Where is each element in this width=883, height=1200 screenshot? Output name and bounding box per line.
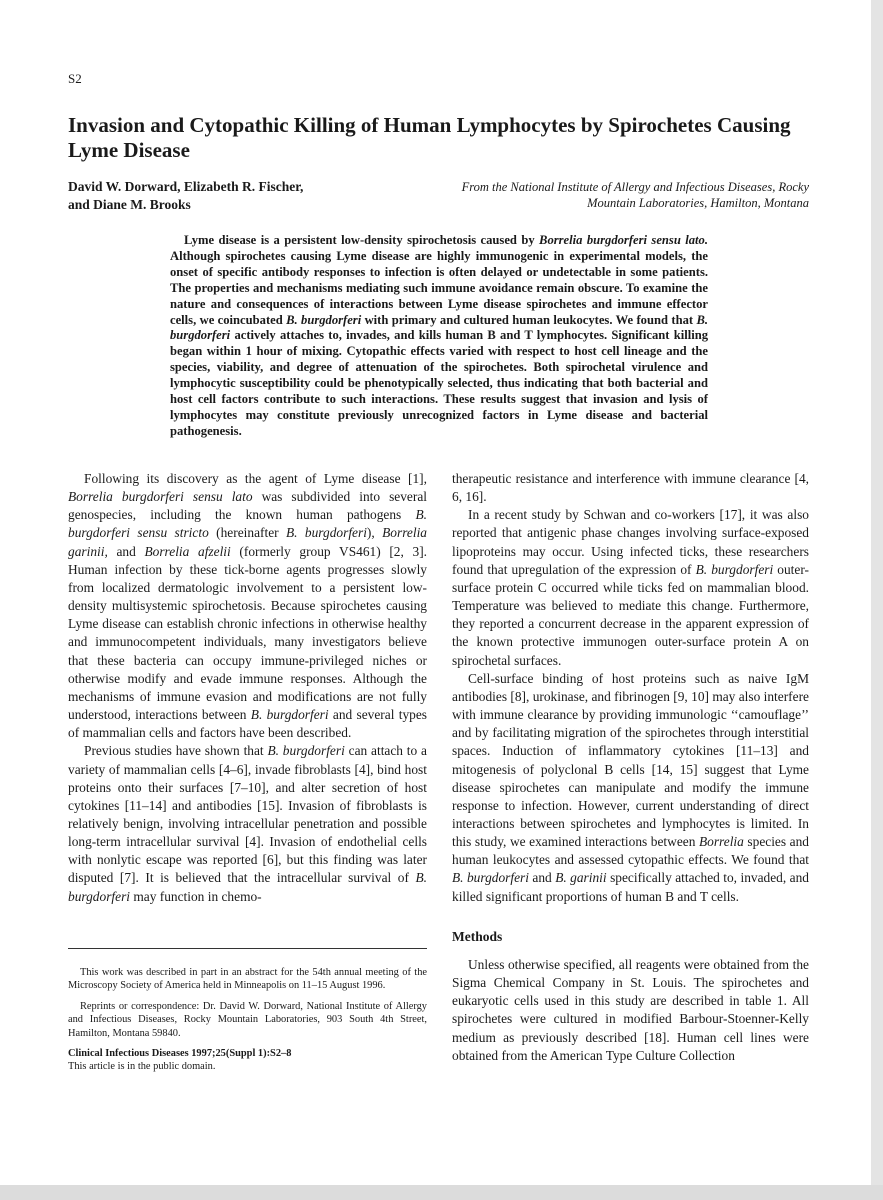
abstract-text: Lyme disease is a persistent low-density spirochetosis caused by bbox=[184, 233, 540, 247]
body-text: Previous studies have shown that bbox=[84, 743, 268, 759]
viewer-edge-right bbox=[871, 0, 883, 1200]
abstract-species: B. burgdorferi bbox=[286, 312, 362, 327]
body-text: may function in chemo- bbox=[130, 888, 262, 904]
species-name: Borrelia bbox=[698, 834, 744, 850]
journal-citation: Clinical Infectious Diseases 1997;25(Suppl 1):S2–8 bbox=[68, 1048, 292, 1060]
abstract-paragraph bbox=[170, 233, 708, 440]
footnote-divider bbox=[68, 948, 427, 949]
body-paragraph bbox=[452, 670, 809, 906]
species-name: B. burgdorferi bbox=[267, 743, 345, 759]
species-name: B. burgdorferi bbox=[68, 870, 427, 904]
affiliation bbox=[409, 179, 809, 211]
abstract bbox=[170, 233, 708, 440]
affiliation-line-1: From the National Institute of Allergy and Infectious Diseases, Rocky bbox=[461, 180, 809, 194]
footnote-correspondence: Reprints or correspondence: Dr. David W. Dorward, National Institute of Allergy and Infectious Diseases, Rocky Mountain Laboratories, 903 South 4th Street, Hamilton, Montana 59840. bbox=[68, 1000, 427, 1039]
body-text: and several types of mammalian cells and factors have been described. bbox=[68, 707, 427, 741]
body-paragraph bbox=[452, 506, 809, 669]
public-domain-note: This article is in the public domain. bbox=[68, 1061, 216, 1073]
right-column bbox=[452, 470, 809, 1065]
article-title: Invasion and Cytopathic Killing of Human Lymphocytes by Spirochetes Causing Lyme Disease bbox=[68, 113, 791, 162]
body-paragraph bbox=[68, 470, 427, 742]
body-paragraph: therapeutic resistance and interference with immune clearance [4, 6, 16]. bbox=[452, 471, 809, 505]
abstract-species: B. burgdorferi bbox=[170, 312, 708, 343]
body-text: outer-surface protein C occurred while ticks fed on mammalian blood. Temperature was believed to mediate this change. Furthermore, they reported a concurrent decrease in the apparent expression of the known protective immunogen outer-surface protein A on spirochetal surfaces. bbox=[452, 561, 809, 668]
body-text: and bbox=[107, 543, 145, 559]
species-name: B. burgdorferi bbox=[695, 561, 774, 577]
body-paragraph bbox=[68, 742, 427, 905]
abstract-text: with primary and cultured human leukocytes. We found that bbox=[361, 312, 697, 327]
viewer-edge-bottom bbox=[0, 1185, 883, 1200]
footnotes bbox=[68, 966, 427, 1074]
author-line-2: and Diane M. Brooks bbox=[68, 197, 191, 212]
body-text: (formerly group VS461) [2, 3]. Human infection by these tick-borne agents progresses slowly from localized dermatologic involvement to a persistent low-density multisystemic spirochetosis. Because spirochetes causing Lyme disease can establish chronic infections in otherwise healthy and immunocompetent individuals, many investigators believe that these bacteria can occupy immune-privileged niches or otherwise modify and evade immune responses. Although the mechanisms of immune evasion and modifications are not fully understood, interactions between bbox=[68, 543, 428, 723]
species-name: Borrelia afzelii bbox=[144, 543, 231, 559]
abstract-text: actively attaches to, invades, and kills human B and T lymphocytes. Significant killing began within 1 hour of mixing. Cytopathic effects varied with respect to host cell lineage and the species, viability, and degree of attenuation of the spirochetes. Both spirochetal virulence and lymphocytic susceptibility could be phenotypically selected, thus indicating that both bacterial and host cell factors contribute to such interactions. These results suggest that invasion and lysis of lymphocytes may constitute previously unrecognized factors in Lyme disease and bacterial pathogenesis. bbox=[170, 328, 708, 438]
methods-heading: Methods bbox=[452, 928, 503, 944]
body-text: and bbox=[528, 870, 556, 886]
species-name: B. burgdorferi bbox=[286, 525, 367, 541]
left-column bbox=[68, 470, 427, 906]
methods-paragraph: Unless otherwise specified, all reagents were obtained from the Sigma Chemical Company in St. Louis. The spirochetes and eukaryotic cells used in this study are described in table 1. All spirochetes were cultured in modified Barbour-Stoenner-Kelly medium as previously described [18]. Human cell lines were obtained from the American Type Culture Collection bbox=[452, 956, 809, 1063]
author-line-1: David W. Dorward, Elizabeth R. Fischer, bbox=[68, 179, 304, 194]
species-name: B. burgdorferi sensu stricto bbox=[68, 507, 427, 541]
species-name: B. burgdorferi bbox=[250, 707, 329, 723]
abstract-species: Borrelia burgdorferi sensu lato. bbox=[539, 233, 708, 247]
affiliation-line-2: Mountain Laboratories, Hamilton, Montana bbox=[587, 196, 809, 210]
species-name: Borrelia garinii, bbox=[68, 525, 428, 559]
footnote-presentation: This work was described in part in an abstract for the 54th annual meeting of the Microscopy Society of America held in Minneapolis on 11–15 August 1996. bbox=[68, 967, 427, 992]
author-list bbox=[68, 178, 368, 214]
species-name: B. burgdorferi bbox=[452, 870, 529, 886]
species-name: B. garinii bbox=[555, 870, 607, 886]
body-text: ), bbox=[366, 525, 383, 541]
body-text: Cell-surface binding of host proteins such as naive IgM antibodies [8], urokinase, and fibrinogen [9, 10] may also interfere with immune clearance by providing immunologic ‘‘camouflage’’ and by facilitating migration of the spirochetes through interstitial spaces. Induction of inflammatory cytokines [11–13] and mitogenesis of polyclonal B cells [14, 15] suggest that Lyme disease spirochetes can manipulate and modify the immune response to infection. However, current understanding of direct interactions between spirochetes and lymphocytes is limited. In this study, we examined interactions between bbox=[452, 670, 809, 850]
body-text: (hereinafter bbox=[208, 525, 286, 541]
body-text: In a recent study by Schwan and co-workers [17], it was also reported that antigenic phase changes involving surface-exposed lipoproteins may occur. Using infected ticks, these researchers found that upregulation of the expression of bbox=[452, 507, 809, 577]
species-name: Borrelia burgdorferi sensu lato bbox=[68, 489, 253, 505]
body-text: can attach to a variety of mammalian cells [4–6], invade fibroblasts [4], bind host proteins onto their surfaces [7–10], and alter secretion of host cytokines [11–14] and antibodies [15]. Invasion of fibroblasts is relatively benign, involving intracellular penetration and possible long-term intracellular survival [4]. Invasion of endothelial cells with nonlytic escape was reported [6], but this finding was later disputed [7]. It is believed that the intracellular survival of bbox=[68, 743, 427, 886]
body-text: species and human leukocytes and assessed cytopathic effects. We found that bbox=[452, 834, 809, 868]
abstract-text: Although spirochetes causing Lyme disease are highly immunogenic in experimental models, the onset of specific antibody responses to infection is often delayed or undetectable in some patients. The properties and mechanisms mediating such immune avoidance remain obscure. To examine the nature and consequences of interactions between Lyme disease spirochetes and immune effector cells, we coincubated bbox=[170, 248, 708, 327]
page-number: S2 bbox=[68, 71, 82, 86]
body-text: Following its discovery as the agent of Lyme disease [1], bbox=[84, 471, 427, 486]
body-text: was subdivided into several genospecies, including the known human pathogens bbox=[68, 489, 427, 523]
body-text: specifically attached to, invaded, and killed significant proportions of human B and T cells. bbox=[452, 870, 809, 904]
